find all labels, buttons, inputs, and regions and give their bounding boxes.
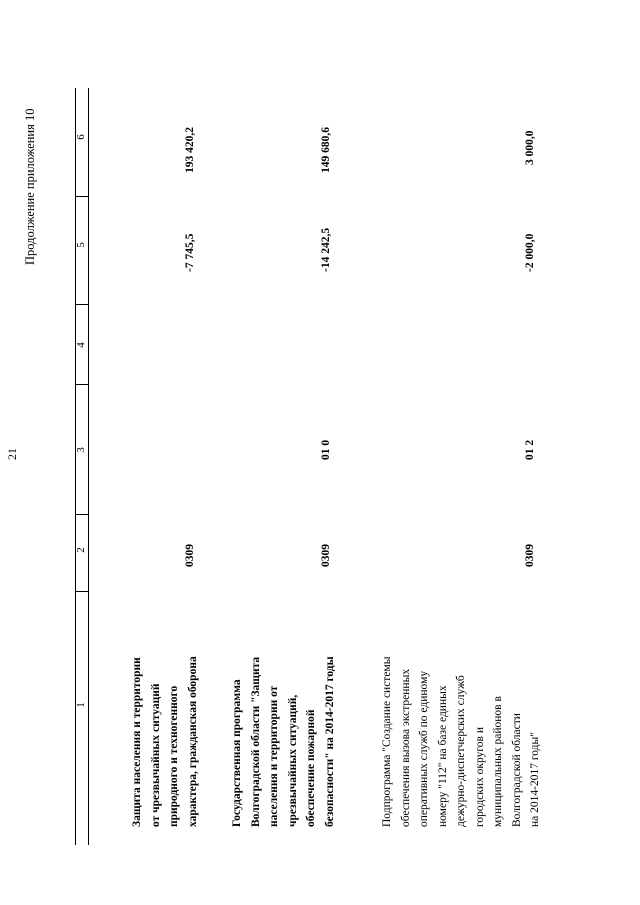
column-header-2: 2	[75, 547, 87, 553]
row-1-name	[128, 587, 202, 827]
page-number: 21	[5, 448, 19, 460]
column-header-1: 1	[75, 702, 87, 708]
row-1-name-line: характера, гражданская оборона	[186, 656, 199, 827]
column-header-4: 4	[75, 342, 87, 348]
row-1-name-line: Защита населения и территории	[131, 657, 143, 827]
row-2-col3: 01 0	[320, 439, 332, 460]
header-divider-1	[75, 591, 89, 592]
header-bottom-line	[88, 88, 89, 845]
column-header-6: 6	[75, 134, 87, 140]
row-3-name-line: муниципальных районов в	[492, 696, 504, 827]
header-top-line	[75, 88, 76, 845]
row-3-col6: 3 000,0	[524, 130, 536, 165]
row-2-col6: 149 680,6	[320, 127, 332, 173]
row-2-name-line: населения и территории от	[268, 685, 280, 827]
row-3-col3: 01 2	[524, 439, 536, 460]
row-2-name-line: обеспечение пожарной	[305, 709, 317, 827]
header-divider-2	[75, 514, 89, 515]
row-3-name-line: дежурно-диспетчерских служб	[455, 675, 467, 827]
column-header-5: 5	[75, 242, 87, 248]
row-2-name-line: Волгоградской области "Защита	[249, 656, 262, 827]
row-3-name-line: городских округов и	[473, 727, 486, 827]
header-divider-4	[75, 304, 89, 305]
row-1-col5: -7 745,5	[184, 233, 196, 272]
row-1-col2: 0309	[184, 544, 196, 567]
header-divider-3	[75, 384, 89, 385]
row-3-name-line: оперативных служб по единому	[418, 670, 430, 827]
row-3-name-line: Волгоградской области	[510, 713, 523, 827]
row-2-name-line: Государственная программа	[231, 679, 243, 827]
row-2-col2: 0309	[320, 544, 332, 567]
column-header-3: 3	[75, 447, 87, 453]
row-1-name-line: природного и техногенного	[168, 685, 180, 827]
row-3-name-line: Подпрограмма "Создание системы	[381, 656, 393, 827]
row-3-name	[378, 587, 545, 827]
row-3-col5: -2 000,0	[524, 233, 536, 272]
row-1-name-line: от чрезвычайных ситуаций	[149, 683, 162, 827]
continuation-note: Продолжение приложения 10	[23, 108, 37, 265]
row-3-col2: 0309	[524, 544, 536, 567]
row-3-name-line: на 2014-2017 годы"	[529, 732, 541, 827]
header-divider-5	[75, 196, 89, 197]
row-2-col5: -14 242,5	[320, 227, 332, 272]
row-1-col6: 193 420,2	[184, 127, 196, 173]
row-2-name	[228, 587, 339, 827]
row-3-name-line: обеспечения вызова экстренных	[399, 668, 412, 827]
row-3-name-line: номеру "112" на базе единых	[436, 685, 449, 827]
row-2-name-line: чрезвычайных ситуаций,	[286, 694, 299, 827]
row-2-name-line: безопасности" на 2014-2017 годы	[323, 656, 336, 827]
